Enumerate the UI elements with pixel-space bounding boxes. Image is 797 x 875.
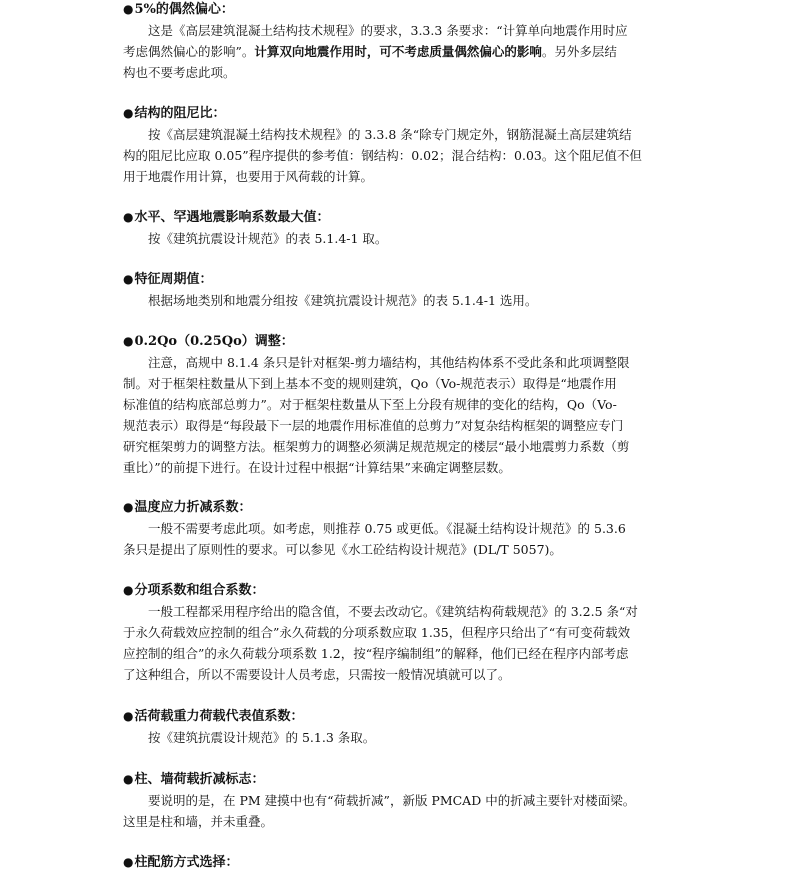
text-run: 条只是提出了原则性的要求。可以参见《水工砼结构设计规范》(DL/T 5057)。 xyxy=(123,542,562,557)
paragraph-line xyxy=(123,436,683,458)
paragraph-line xyxy=(123,415,683,437)
paragraph-line xyxy=(148,601,683,623)
text-run: 考虑偶然偏心的影响”。 xyxy=(123,44,255,59)
section-heading xyxy=(123,851,239,873)
text-run: 了这种组合，所以不需要设计人员考虑，只需按一般情况填就可以了。 xyxy=(123,667,511,682)
text-run: 一般工程都采用程序给出的隐含值，不要去改动它。《建筑结构荷载规范》的 3.2.5 条“对 xyxy=(148,604,638,619)
text-run: 规范表示）取得是“每段最下一层的地震作用标准值的总剪力”对复杂结构框架的调整应专门 xyxy=(123,418,624,433)
paragraph-line xyxy=(123,373,683,395)
text-run: 制。对于框架柱数量从下到上基本不变的规则建筑，Qo（Vo-规范表示）取得是“地震作用 xyxy=(123,376,617,391)
text-run: 按《建筑抗震设计规范》的 5.1.3 条取。 xyxy=(148,730,376,745)
bullet-icon: ● xyxy=(123,709,134,723)
paragraph-line xyxy=(148,790,683,812)
paragraph-line xyxy=(148,124,683,146)
section-heading xyxy=(123,268,213,290)
text-run: 于永久荷载效应控制的组合”永久荷载的分项系数应取 1.35，但程序只给出了“有可变荷载效 xyxy=(123,625,631,640)
section-heading-text: 结构的阻尼比： xyxy=(134,106,226,121)
text-run: 按《高层建筑混凝土结构技术规程》的 3.3.8 条“除专门规定外，钢筋混凝土高层建筑结 xyxy=(148,127,632,142)
text-run: 构也不要考虑此项。 xyxy=(123,65,236,80)
section-heading xyxy=(123,0,234,20)
bullet-icon: ● xyxy=(123,2,134,16)
paragraph-line xyxy=(148,518,683,540)
text-run: 用于地震作用计算，也要用于风荷载的计算。 xyxy=(123,169,374,184)
text-run: 。另外多层结 xyxy=(541,44,617,59)
paragraph-line xyxy=(123,811,683,833)
section-heading xyxy=(123,705,304,727)
section-heading-text: 5%的偶然偏心： xyxy=(134,2,234,17)
section-heading xyxy=(123,206,330,228)
paragraph-line xyxy=(148,20,683,42)
paragraph-line xyxy=(148,228,683,250)
paragraph-line xyxy=(123,62,683,84)
section-heading-text: 活荷载重力荷载代表值系数： xyxy=(134,709,304,724)
text-run: 标准值的结构底部总剪力”。对于框架柱数量从下至上分段有规律的变化的结构，Qo（Vo- xyxy=(123,397,617,412)
paragraph-line xyxy=(123,166,683,188)
text-run: 构的阻尼比应取 0.05”程序提供的参考值：钢结构：0.02；混合结构：0.03。这个阻尼值不但 xyxy=(123,148,642,163)
paragraph-line xyxy=(123,622,683,644)
paragraph-line xyxy=(123,394,683,416)
text-run: 重比）”的前提下进行。在设计过程中根据“计算结果”来确定调整层数。 xyxy=(123,460,511,475)
text-run: 根据场地类别和地震分组按《建筑抗震设计规范》的表 5.1.4-1 选用。 xyxy=(148,293,538,308)
text-run: 研究框架剪力的调整方法。框架剪力的调整必须满足规范规定的楼层“最小地震剪力系数（剪 xyxy=(123,439,630,454)
section-heading xyxy=(123,768,265,790)
paragraph-line xyxy=(148,727,683,749)
section-heading-text: 温度应力折减系数： xyxy=(134,500,252,515)
text-run: 应控制的组合”的永久荷载分项系数 1.2，按“程序编制组”的解释，他们已经在程序内部考虑 xyxy=(123,646,629,661)
paragraph-line xyxy=(123,457,683,479)
bullet-icon: ● xyxy=(123,583,134,597)
section-heading xyxy=(123,496,252,518)
bullet-icon: ● xyxy=(123,106,134,120)
section-heading-text: 水平、罕遇地震影响系数最大值： xyxy=(134,210,330,225)
section-heading xyxy=(123,102,226,124)
section-heading-text: 特征周期值： xyxy=(134,272,213,287)
bullet-icon: ● xyxy=(123,500,134,514)
bullet-icon: ● xyxy=(123,334,134,348)
text-run: 按《建筑抗震设计规范》的表 5.1.4-1 取。 xyxy=(148,231,388,246)
section-heading xyxy=(123,579,265,601)
paragraph-line xyxy=(123,643,683,665)
text-run: 这是《高层建筑混凝土结构技术规程》的要求，3.3.3 条要求：“计算单向地震作用时应 xyxy=(148,23,628,38)
section-heading-text: 分项系数和组合系数： xyxy=(134,583,265,598)
text-run: 要说明的是，在 PM 建摸中也有“荷载折减”，新版 PMCAD 中的折减主要针对楼面梁。 xyxy=(148,793,636,808)
paragraph-line xyxy=(148,290,683,312)
text-run: 一般不需要考虑此项。如考虑，则推荐 0.75 或更低。《混凝土结构设计规范》的 5.3.6 xyxy=(148,521,626,536)
bullet-icon: ● xyxy=(123,210,134,224)
paragraph-line xyxy=(123,664,683,686)
bullet-icon: ● xyxy=(123,855,134,869)
paragraph-line xyxy=(148,352,683,374)
paragraph-line xyxy=(123,41,683,63)
bullet-icon: ● xyxy=(123,272,134,286)
paragraph-line xyxy=(123,145,683,167)
section-heading-text: 柱配筋方式选择： xyxy=(134,855,239,870)
bullet-icon: ● xyxy=(123,772,134,786)
emphasis-text: 计算双向地震作用时，可不考虑质量偶然偏心的影响 xyxy=(254,44,542,59)
paragraph-line xyxy=(123,539,683,561)
section-heading-text: 0.2Qo（0.25Qo）调整： xyxy=(134,334,294,349)
text-run: 注意，高规中 8.1.4 条只是针对框架-剪力墙结构，其他结构体系不受此条和此项调整限 xyxy=(148,355,630,370)
text-run: 这里是柱和墙，并未重叠。 xyxy=(123,814,274,829)
section-heading-text: 柱、墙荷载折减标志： xyxy=(134,772,265,787)
section-heading xyxy=(123,330,294,352)
